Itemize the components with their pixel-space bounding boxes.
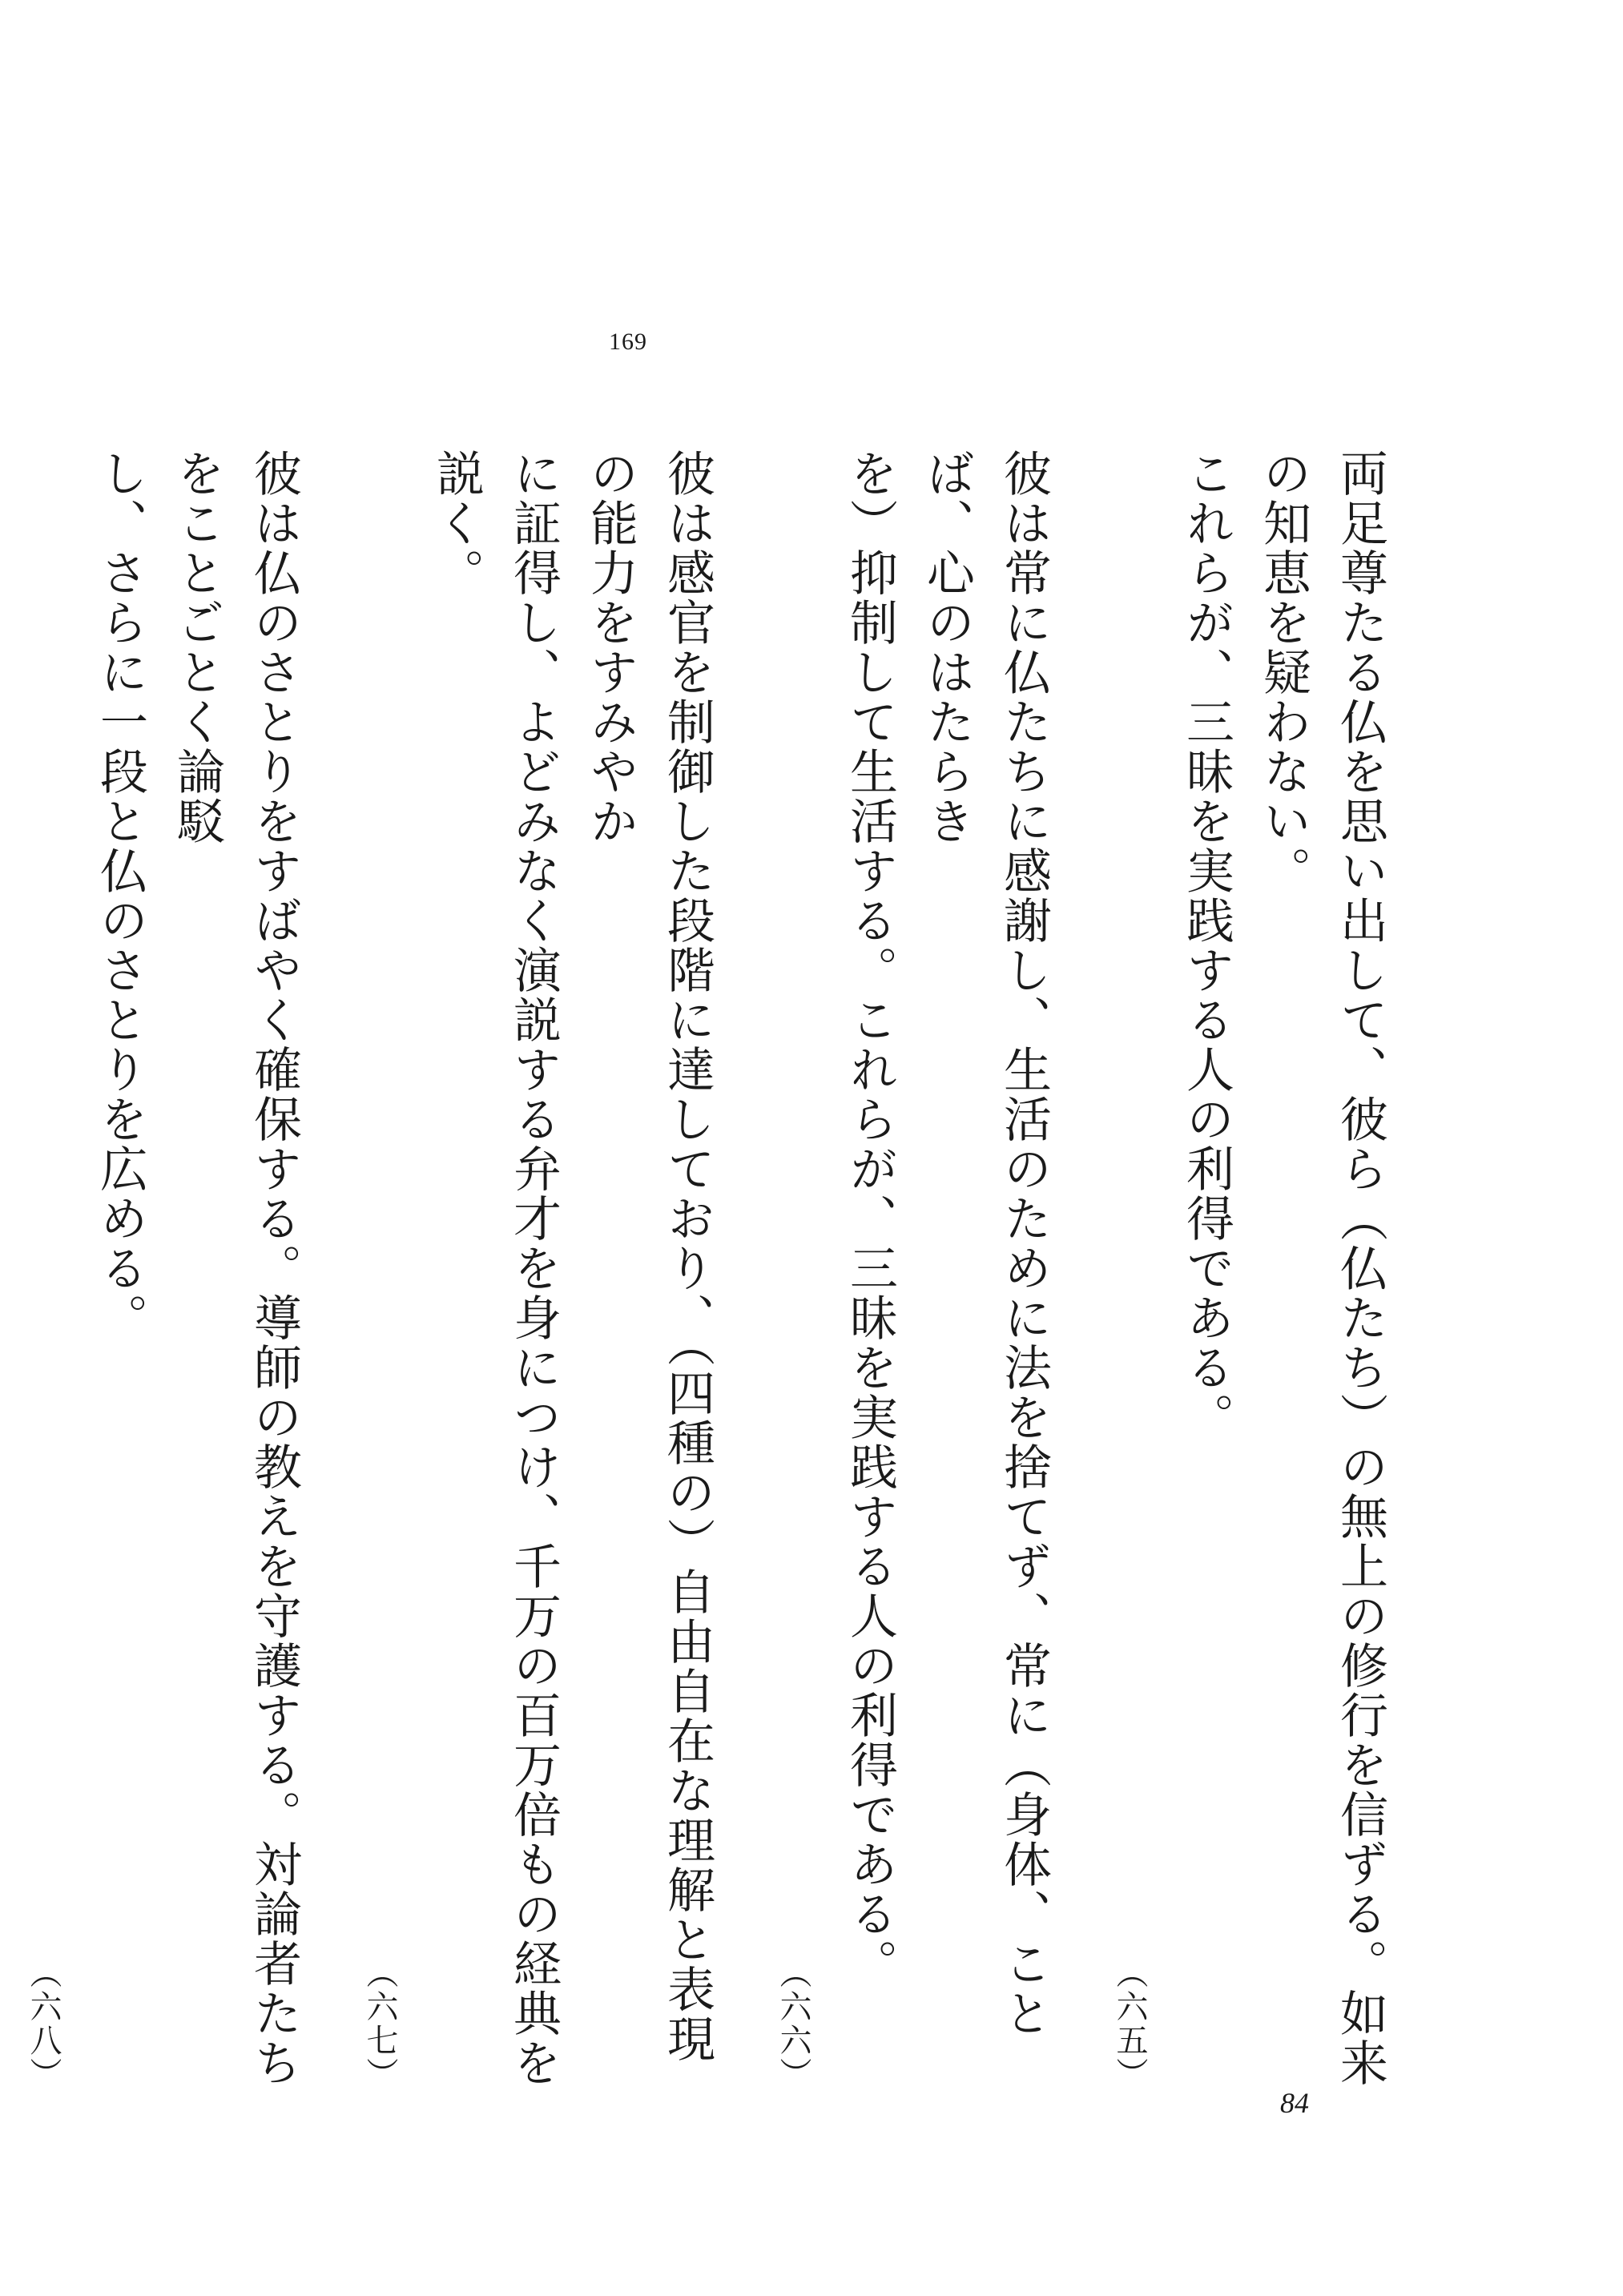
verse-number: （六七） [361,1956,398,2091]
verse-number: （六六） [775,1956,812,2091]
verse-line: に証得し、よどみなく演説する弁才を身につけ、千万の百万倍もの経典を説く。 [429,449,562,2088]
verse-line: し、さらに一段と仏のさとりを広める。 [92,449,148,1343]
verse-number: （六五） [1111,1956,1148,2091]
verse-line: 彼は仏のさとりをすばやく確保する。導師の教えを守護する。対論者たちをことごとく論駁 [169,449,302,2088]
verse-line: これらが、三昧を実践する人の利得である。 [1178,449,1234,1442]
verse-line: 彼は感官を制御した段階に達しており、（四種の）自由自在な理解と表現の能力をすみやか [582,449,715,2064]
verse-number: （六八） [25,1956,62,2091]
verse-68 [5,449,312,2091]
verse-line: 彼は常に仏たちに感謝し、生活のために法を捨てず、常に（身体、ことば、心のはたらき [919,449,1052,2038]
verse-66 [755,449,1062,2091]
verse-67 [341,449,726,2091]
verse-line: を）抑制して生活する。これらが、三昧を実践する人の利得である。 [842,449,898,1988]
folio-number: 84 [1280,2087,1309,2119]
page-number-top: 169 [609,328,647,355]
vertical-text-block [0,449,1399,2091]
verse-65 [1091,449,1399,2091]
verse-line: 両足尊たる仏を思い出して、彼ら（仏たち）の無上の修行を信ずる。如来の知恵を疑わない。 [1255,449,1388,2088]
